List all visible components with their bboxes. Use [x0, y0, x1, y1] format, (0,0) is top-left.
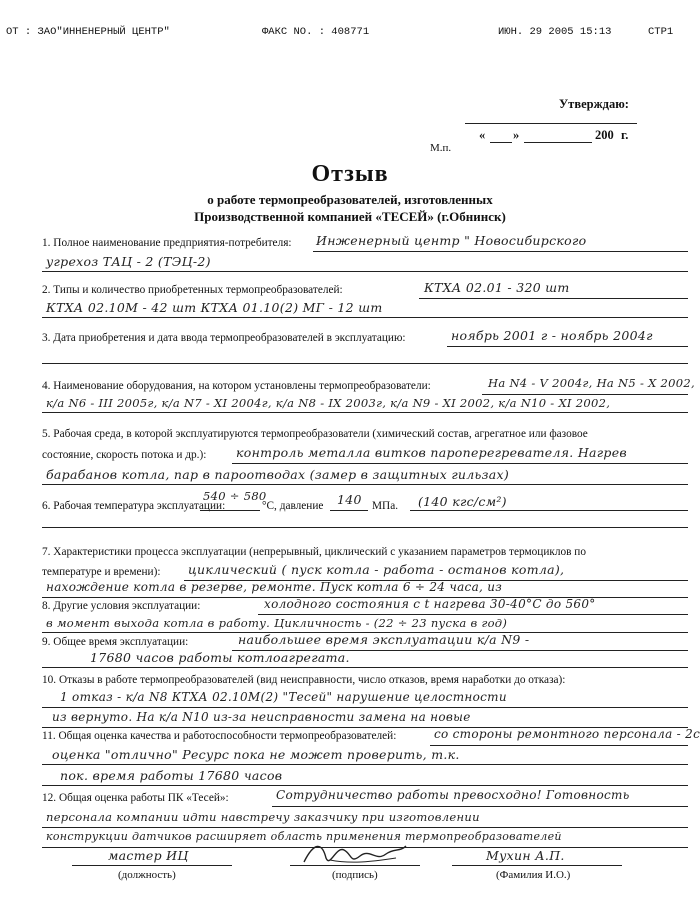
item-6-label-c: МПа. — [372, 500, 399, 512]
item-2-line-1 — [419, 298, 688, 299]
fax-datetime: ИЮН. 29 2005 15:13 — [498, 26, 612, 38]
item-1-answer-2: угрехоз ТАЦ - 2 (ТЭЦ-2) — [46, 254, 211, 269]
item-6-answer-1: (140 кгс/см²) — [418, 494, 507, 509]
item-11-answer-1: со стороны ремонтного персонала - 2с — [434, 727, 700, 741]
item-10-label: 10. Отказы в работе термопреобразователей (вид неисправности, число отказов, время наработки до отказа): — [42, 674, 566, 686]
item-10-answer-2: из вернуто. На к/а N10 из-за неисправности замена на новые — [52, 710, 471, 724]
item-7-answer-2: нахождение котла в резерве, ремонте. Пуск котла 6 ÷ 24 часа, из — [46, 580, 503, 594]
signature-position-line — [72, 865, 232, 866]
approval-signature-line — [465, 123, 637, 124]
item-12-label: 12. Общая оценка работы ПК «Тесей»: — [42, 792, 229, 804]
item-11-line-2 — [42, 764, 688, 765]
item-10-line-1 — [42, 707, 688, 708]
item-3-label: 3. Дата приобретения и дата ввода термопреобразователей в эксплуатацию: — [42, 332, 406, 344]
approval-date-open: « — [479, 128, 486, 142]
signature-sign-line — [290, 865, 420, 866]
signature-position-value: мастер ИЦ — [108, 848, 189, 863]
signature-name-line — [452, 865, 622, 866]
approval-year-suffix: г. — [621, 128, 629, 142]
item-1-line-1 — [313, 251, 688, 252]
item-6-pressure-line — [330, 510, 368, 511]
item-6-line-1 — [410, 510, 688, 511]
item-6-pressure: 140 — [337, 492, 362, 507]
item-8-line-1 — [258, 614, 688, 615]
item-9-answer-2: 17680 часов работы котлоагрегата. — [90, 650, 350, 665]
item-3-line-2 — [42, 363, 688, 364]
item-7-label-b: температуре и времени): — [42, 566, 161, 578]
item-2-line-2 — [42, 317, 688, 318]
item-12-answer-1: Сотрудничество работы превосходно! Готовность — [276, 788, 630, 802]
approval-day-line — [490, 142, 512, 143]
item-5-line-2 — [42, 484, 688, 485]
item-6-temperature: 540 ÷ 580 — [203, 489, 267, 503]
item-5-line-1 — [232, 463, 688, 464]
caption-name: (Фамилия И.О.) — [496, 869, 571, 881]
item-11-label: 11. Общая оценка качества и работоспособности термопреобразователей: — [42, 730, 397, 742]
item-4-answer-1: На N4 - V 2004г, На N5 - X 2002, — [488, 376, 695, 390]
item-9-label: 9. Общее время эксплуатации: — [42, 636, 189, 648]
fax-page: СТР1 — [648, 26, 674, 38]
item-10-answer-1: 1 отказ - к/а N8 КТХА 02.10М(2) "Тесей" нарушение целостности — [60, 690, 507, 704]
approval-month-line — [524, 142, 592, 143]
item-1-label: 1. Полное наименование предприятия-потребителя: — [42, 237, 292, 249]
item-1-line-2 — [42, 271, 688, 272]
document-subtitle-2: Производственной компанией «ТЕСЕЙ» (г.Обнинск) — [194, 209, 506, 224]
item-5-label-b: состояние, скорость потока и др.): — [42, 449, 207, 461]
item-4-answer-2: к/а N6 - III 2005г, к/а N7 - XI 2004г, к/а N8 - IX 2003г, к/а N9 - XI 2002, к/а N10 - XI 2002, — [46, 396, 611, 410]
item-3-answer-1: ноябрь 2001 г - ноябрь 2004г — [451, 328, 653, 343]
item-5-answer-1: контроль металла витков пароперегревателя. Нагрев — [236, 445, 627, 460]
item-5-answer-2: барабанов котла, пар в пароотводах (замер в защитных гильзах) — [46, 467, 510, 482]
item-9-line-2 — [42, 667, 688, 668]
fax-sender: ОТ : ЗАО"ИННЕНЕРНЫЙ ЦЕНТР" — [6, 26, 170, 38]
caption-signature: (подпись) — [332, 869, 378, 881]
item-12-line-2 — [42, 827, 688, 828]
item-8-answer-1: холодного состояния с t нагрева 30-40°С до 560° — [264, 597, 596, 611]
item-11-answer-3: пок. время работы 17680 часов — [60, 768, 283, 783]
item-6-label-a: 6. Рабочая температура эксплуатации: — [42, 500, 226, 512]
item-3-line-1 — [447, 346, 688, 347]
item-5-label-a: 5. Рабочая среда, в которой эксплуатируются термопреобразователи (химический состав, агрегатное или фазовое — [42, 428, 588, 440]
item-8-label: 8. Другие условия эксплуатации: — [42, 600, 201, 612]
item-1-answer-1: Инженерный центр " Новосибирского — [316, 233, 587, 248]
item-2-label: 2. Типы и количество приобретенных термопреобразователей: — [42, 284, 343, 296]
item-12-line-1 — [272, 806, 688, 807]
item-2-answer-2: КТХА 02.10М - 42 шт КТХА 01.10(2) МГ - 12 шт — [46, 300, 383, 315]
item-4-line-2 — [42, 412, 688, 413]
item-12-answer-2: персонала компании идти навстречу заказчику при изготовлении — [46, 810, 480, 824]
item-11-answer-2: оценка "отлично" Ресурс пока не может проверить, т.к. — [52, 747, 460, 762]
fax-number: ФАКС NO. : 408771 — [262, 26, 370, 38]
approval-label: Утверждаю: — [559, 97, 629, 111]
item-7-answer-1: циклический ( пуск котла - работа - останов котла), — [188, 562, 565, 577]
signature-name-value: Мухин А.П. — [486, 848, 565, 863]
approval-date-mid: » — [513, 128, 520, 142]
caption-position: (должность) — [118, 869, 176, 881]
item-2-answer-1: КТХА 02.01 - 320 шт — [424, 280, 570, 295]
document-subtitle-1: о работе термопреобразователей, изготовленных — [207, 192, 493, 207]
stamp-place: М.п. — [430, 142, 452, 154]
item-6-line-2 — [42, 527, 688, 528]
item-9-answer-1: наибольшее время эксплуатации к/а N9 - — [238, 632, 530, 647]
item-6-temperature-line — [200, 510, 260, 511]
item-4-label: 4. Наименование оборудования, на котором установлены термопреобразователи: — [42, 380, 431, 392]
item-4-line-1 — [482, 394, 688, 395]
item-12-answer-3: конструкции датчиков расширяет область применения термопреобразователей — [46, 830, 562, 843]
approval-year: 200 — [595, 128, 614, 142]
item-7-label-a: 7. Характеристики процесса эксплуатации (непрерывный, циклический с указанием параметров термоциклов по — [42, 546, 587, 558]
item-8-answer-2: в момент выхода котла в работу. Цикличность - (22 ÷ 23 пуска в год) — [46, 616, 508, 630]
item-11-line-3 — [42, 785, 688, 786]
document-title: Отзыв — [311, 161, 389, 187]
item-11-line-1 — [430, 745, 688, 746]
item-6-label-b: °С, давление — [262, 500, 324, 512]
